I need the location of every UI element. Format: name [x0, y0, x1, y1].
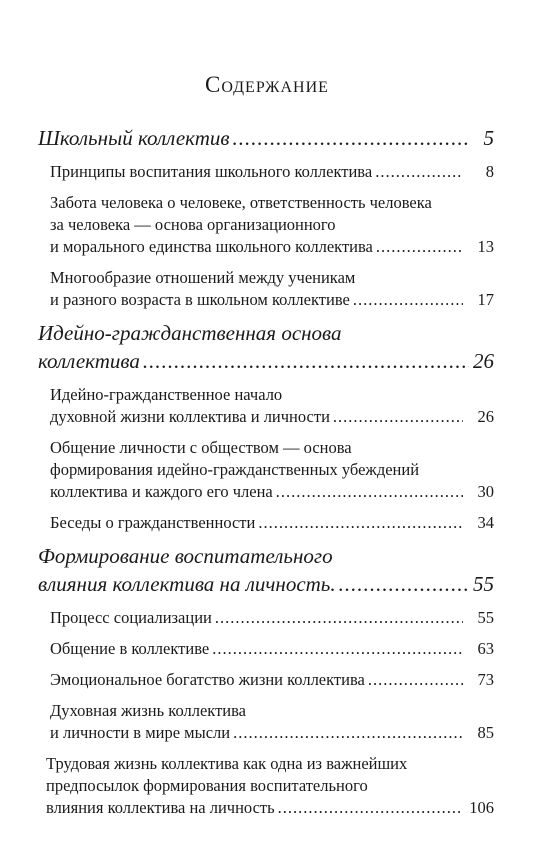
page-number: 26: [477, 407, 494, 426]
dot-leader: [375, 161, 463, 183]
toc-entry-line: и личности в мире мысли: [50, 723, 231, 742]
toc-subsection[interactable]: [50, 384, 494, 428]
toc-entry-line: и морального единства школьного коллектива: [50, 237, 373, 256]
toc-entry-line: Беседы о гражданственности: [50, 513, 256, 532]
toc-section[interactable]: [38, 124, 494, 152]
page-number: 30: [477, 482, 494, 501]
toc-section[interactable]: [38, 542, 494, 598]
toc-entry-line: Общение в коллективе: [50, 639, 210, 658]
dot-leader: [233, 722, 463, 744]
toc-subsection[interactable]: [50, 607, 494, 629]
dot-leader: [376, 236, 463, 258]
toc-entry-last-line: [50, 638, 494, 660]
toc-entry-last-line: [38, 347, 494, 375]
toc-entry-line: Формирование воспитательного: [38, 544, 333, 568]
toc-entry-last-line: [50, 406, 494, 428]
table-of-contents: [38, 124, 494, 819]
page-number: 55: [477, 608, 494, 627]
page-number: 13: [477, 237, 494, 256]
dot-leader: [339, 570, 469, 598]
page-number: 85: [477, 723, 494, 742]
toc-entry-last-line: [50, 607, 494, 629]
toc-entry-line: Школьный коллектив: [38, 126, 230, 150]
toc-entry-line: духовной жизни коллектива и личности: [50, 407, 330, 426]
toc-entry-line: Многообразие отношений между ученикам: [50, 268, 356, 287]
toc-subsection[interactable]: [50, 638, 494, 660]
page-number: 17: [477, 290, 494, 309]
page-number: 63: [477, 639, 494, 658]
page-number: 26: [473, 349, 494, 373]
toc-entry-last-line: [50, 161, 494, 183]
toc-entry-line: Забота человека о человеке, ответственность человека: [50, 193, 432, 212]
toc-entry-line: Процесс социализации: [50, 608, 212, 627]
toc-entry-line: предпосылок формирования воспитательного: [46, 776, 368, 795]
dot-leader: [258, 512, 463, 534]
dot-leader: [276, 481, 463, 503]
toc-entry-last-line: [50, 669, 494, 691]
toc-entry-line: Идейно-гражданственная основа: [38, 321, 342, 345]
toc-entry-last-line: [38, 570, 494, 598]
toc-subsection[interactable]: [50, 437, 494, 503]
toc-entry-last-line: [38, 124, 494, 152]
toc-entry-last-line: [50, 289, 494, 311]
toc-subsection[interactable]: [50, 161, 494, 183]
page-number: 8: [485, 162, 494, 181]
toc-entry-line: коллектива: [38, 349, 140, 373]
dot-leader: [278, 797, 463, 819]
toc-entry-line: Идейно-гражданственное начало: [50, 385, 283, 404]
toc-entry-line: за человека — основа организационного: [50, 215, 336, 234]
dot-leader: [215, 607, 463, 629]
toc-entry-last-line: [46, 797, 494, 819]
toc-entry-line: влияния коллектива на личность: [46, 798, 275, 817]
toc-subsection[interactable]: [50, 512, 494, 534]
dot-leader: [233, 124, 470, 152]
toc-entry-line: формирования идейно-гражданственных убеждений: [50, 460, 420, 479]
toc-subsection[interactable]: [50, 192, 494, 258]
toc-section[interactable]: [38, 319, 494, 375]
page-number: 55: [473, 572, 494, 596]
dot-leader: [333, 406, 463, 428]
toc-entry-last-line: [50, 236, 494, 258]
dot-leader: [368, 669, 463, 691]
dot-leader: [143, 347, 469, 375]
toc-entry-line: влияния коллектива на личность.: [38, 572, 336, 596]
toc-entry-line: Духовная жизнь коллектива: [50, 701, 247, 720]
page-number: 106: [469, 798, 494, 817]
toc-entry-line: Принципы воспитания школьного коллектива: [50, 162, 373, 181]
toc-entry-last-line: [50, 481, 494, 503]
page-title: Содержание: [205, 72, 329, 97]
toc-entry-line: Общение личности с обществом — основа: [50, 438, 352, 457]
toc-entry-last-line: [50, 512, 494, 534]
page-number: 34: [477, 513, 494, 532]
toc-entry-line: Трудовая жизнь коллектива как одна из важнейших: [46, 754, 408, 773]
page-number: 5: [483, 126, 494, 150]
dot-leader: [212, 638, 463, 660]
toc-subsection[interactable]: [50, 669, 494, 691]
page-number: 73: [477, 670, 494, 689]
toc-entry-line: коллектива и каждого его члена: [50, 482, 273, 501]
toc-subsection[interactable]: [50, 700, 494, 744]
dot-leader: [353, 289, 463, 311]
toc-entry-line: и разного возраста в школьном коллективе: [50, 290, 350, 309]
toc-entry-last-line: [50, 722, 494, 744]
toc-entry-line: Эмоциональное богатство жизни коллектива: [50, 670, 365, 689]
toc-subsection[interactable]: [50, 267, 494, 311]
toc-subsection[interactable]: [46, 753, 494, 819]
